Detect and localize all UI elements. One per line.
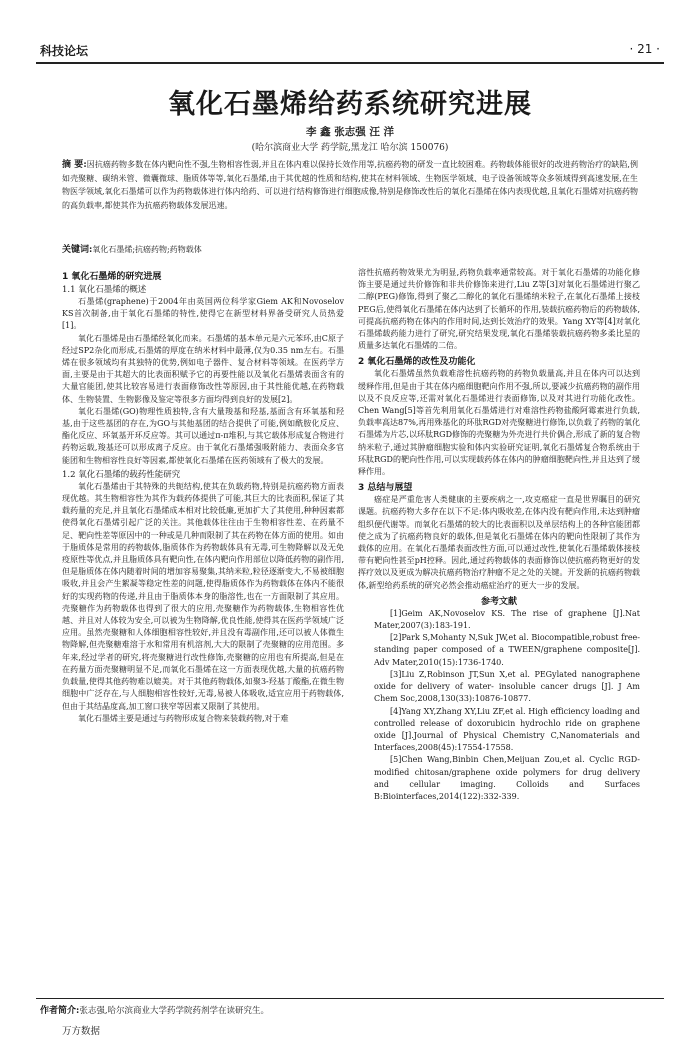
abstract-label: 摘 要: xyxy=(62,160,87,170)
body-columns xyxy=(62,267,640,992)
reference-item: [2]Park S,Mohanty N,Suk JW,et al. Biocompatible,robust free-standing paper composed of a TWEEN/graphene composite[J]. Adv Mater,2010(15):1736-1740. xyxy=(374,633,640,667)
paragraph: 氧化石墨烯是由石墨烯经氧化而来。石墨烯的基本单元是六元苯环,由C原子经过SP2杂化而形成,石墨烯的厚度在纳米材料中最薄,仅为0.35 nm左右。石墨烯在很多领域均有其独特的优势,例如电子器件、复合材料等领域。在医药学方面,主要是由于其超大的比表面积赋予它的再要性能以及氧化石墨烯表面含有的大量官能团,使其比较容易进行表面修饰改性等原因,由于其性能优越,在药物载体、生物装置、生物影像及鉴定等很多方面均得到良好的发展[2]。 xyxy=(62,333,344,404)
keywords-label: 关键词: xyxy=(62,245,93,255)
column-name: 科技论坛 xyxy=(40,44,89,58)
subsection-heading: 1.1 氧化石墨烯的概述 xyxy=(62,285,147,295)
section-heading: 3 总结与展望 xyxy=(358,483,413,494)
paragraph: 癌症是严重危害人类健康的主要疾病之一,攻克癌症一直是世界瞩目的研究课题。抗癌药物大多存在以下不足:体内吸收差,在体内没有靶向作用,未达到肿瘤组织便代谢等。而氧化石墨烯的较大的比表面积以及单层结构上的各种官能团都使之成为了抗癌药物良好的载体,但是氧化石墨烯在体内的靶向性限制了其作为载体的应用。在氧化石墨烯表面改性方面,可以通过改性,使氧化石墨烯载体接枝带有靶向性甚至pH控释。因此,通过药物载体的表面修饰以使抗癌药物更好的发挥疗效以及更成为解决抗癌药物治疗肿瘤不足之处的关键。开发新的抗癌药物载体,新型给药系统的研究必然会推动癌症治疗的更大一步的发展。 xyxy=(358,495,640,590)
affiliation: (哈尔滨商业大学 药学院,黑龙江 哈尔滨 150076) xyxy=(251,143,449,153)
paragraph: 氧化石墨烯(GO)物理性质独特,含有大量羧基和羟基,基面含有环氧基和羟基,由于这些基团的存在,为GO与其他基团的结合提供了可能,例如酰胺化反应、酯化反应、环氧基开环反应等。其可以通过π-π堆积,与其它载体形成复合物进行药物运载,羧基还可以形成离子反应。由于氧化石墨烯强吸附能力、表面众多官能团和生物相容性良好等因素,都使氧化石墨烯在医药领域有了极大的发展。 xyxy=(62,406,344,465)
running-header xyxy=(40,42,660,60)
authors: 李 鑫 张志强 汪 洋 xyxy=(305,126,395,138)
abstract xyxy=(62,158,638,212)
page-number: · 21 · xyxy=(629,42,660,56)
paragraph: 氧化石墨烯由于其特殊的共轭结构,使其在负载药物,特别是抗癌药物方面表现优越。其生物相容性为其作为载药体提供了可能,其巨大的比表面积,保证了其载药量的充足,并且氧化石墨烯成本相对比较低廉,更加扩大了其使用,种种因素都使得氧化石墨烯引起广泛的关注。其他载体往往由于生物相容性差、在药量不足、靶向性差等原因中的一种或是几种而限制了其在药物在体方面的使用。如由于脂质体是常用的药物载体,脂质体作为药物载体具有无毒,可生物降解以及无免疫原性等优点,并且脂质体具有靶向性,在体内靶向作用部位以降低药物的副作用,但是脂质体在体内随着时间的增加容易聚集,其纳米粒,粒径逐渐变大,不易被细胞吸收,并且会产生絮凝等稳定性差的问题,使得脂质体作为药物载体在体内不能很好的实现药物的传递,并且由于脂质体本身的脂溶性,也在一方面限制了其应用。壳聚糖作为药物载体也得到了很大的应用,壳聚糖作为药物载体,生物相容性优越、并且对人体较为安全,可以被为生物降解,优良性能,使得其在医药学领域广泛应用。虽然壳聚糖和人体细胞相容性较好,并且没有毒副作用,还可以被人体微生物降解,但壳聚糖难溶于水和常用有机溶剂,大大的限制了壳聚糖的应用范围。多年来,经过学者的研究,将壳聚糖进行改性修饰,壳聚糖的应用也有所提高,但是在在药量方面壳聚糖明显不足,而氧化石墨烯在这一方面表现优越,大量的抗癌药物负载量,使得其他药物难以媲美。对于其他药物载体,如聚3-羟基丁酸酯,在微生物细胞中广泛存在,与人细胞相容性较好,无毒,易被人体吸收,适宜应用于药物载体,但由于其结晶度高,加工窗口狭窄等因素又限制了其使用。 xyxy=(62,481,344,711)
author-footnote xyxy=(40,1003,269,1016)
footnote-text: 张志强,哈尔滨商业大学药学院药剂学在读研究生。 xyxy=(79,1006,270,1016)
reference-item: [3]Liu Z,Robinson JT,Sun X,et al. PEGylated nanographene oxide for delivery of water- insoluble cancer drugs [J]. J Am Chem Soc,2008,130(33):10876-10877. xyxy=(374,669,640,704)
paragraph: 溶性抗癌药物效果尤为明显,药物负载率通常较高。对于氧化石墨烯的功能化修饰主要是通过共价修饰和非共价修饰来进行,Liu Z等[3]对氧化石墨烯进行聚乙二醇(PEG)修饰,得到了聚乙二醇化的氧化石墨烯纳米粒子,在氧化石墨烯上接枝PEG后,使得氧化石墨烯在体内达到了长循环的作用,装载抗癌药物后的药物载体,可提高抗癌药物在体内的作用时间,达到长效治疗的效果。Yang XY等[4]对氧化石墨烯载药能力进行了研究,研究结果发现,氧化石墨烯装载抗癌药物多柔比星的质量多达氧化石墨烯的二倍。 xyxy=(358,268,640,351)
paragraph: 石墨烯(graphene)于2004年由英国两位科学家Giem AK和Novoselov KS首次制备,由于氧化石墨烯的特性,使得它在新型材料界备受研究人员热爱[1]。 xyxy=(62,297,344,331)
keywords-text: 氧化石墨烯;抗癌药物;药物载体 xyxy=(92,245,202,254)
abstract-text: 因抗癌药物多数在体内靶向性不强,生物相容性弱,并且在体内难以保持长效作用等,抗癌药物的研发一直比较困难。药物载体能很好的改进药物治疗的缺陷,例如壳聚糖、碳纳米管、微囊微球、脂质体等等,氧化石墨烯,由于其优越的性质和结构,使其在材料领域、生物医学领域、电子设备领域等众多领域得到高速发展,在生物医学领域,氧化石墨烯可以作为药物载体进行体内给药、可以进行结构修饰进行细胞成像,特别是修饰改性后的氧化石墨烯在体内表现优越,且氧化石墨烯对抗癌药物的高负载率,都使其作为抗癌药物载体发展迅速。 xyxy=(62,160,638,210)
paragraph: 氧化石墨烯虽然负载难溶性抗癌药物的药物负载量高,并且在体内可以达到缓释作用,但是由于其在体内癌细胞靶向作用不强,所以,要减少抗癌药物的副作用以及不良反应等,还需对氧化石墨烯进行表面修饰,以及对其进行功能化改性。Chen Wang[5]等首先利用氧化石墨烯进行对难溶性药物盐酸阿霉素进行负载,负载率高达87%,再用殊基化的环肽RGD对壳聚糖进行修饰,以负载了药物的氧化石墨烯为片芯,以环肽RGD修饰的壳聚糖为外壳进行共价偶合,形成了新的复合物纳米粒子,通过其肿瘤细胞实验和体内实验研究证明,氧化石墨烯复合物系统由于环肽RGD的靶向性作用,可以实现载药体在体内的肿瘤细胞靶向性,并且达到了缓释作用。 xyxy=(358,369,640,477)
reference-item: [4]Yang XY,Zhang XY,Liu ZF,et al. High efficiency loading and controlled release of doxorubicin hydrochlo ride on graphene oxide [J].Journal of Physical Chemistry C,Nanomaterials and Interfaces,2008(45):17554-17558. xyxy=(374,706,640,753)
section-heading: 2 氧化石墨烯的改性及功能化 xyxy=(358,357,476,368)
header-rule xyxy=(36,62,664,64)
reference-item: [5]Chen Wang,Binbin Chen,Meijuan Zou,et al. Cyclic RGD-modified chitosan/graphene oxide polymers for drug delivery and cellular imaging. Colloids and Surfaces B:Biointerfaces,2014(122):332-339. xyxy=(374,755,640,801)
reference-item: [1]Geim AK,Novoselov KS. The rise of graphene [J].Nat Mater,2007(3):183-191. xyxy=(374,608,640,631)
watermark-text: 万方数据 xyxy=(62,1026,101,1037)
left-column xyxy=(62,267,344,992)
article-title: 氧化石墨烯给药系统研究进展 xyxy=(168,89,532,120)
references-heading: 参考文献 xyxy=(480,596,517,607)
footnote-rule xyxy=(36,998,664,999)
subsection-heading: 1.2 氧化石墨烯的载药性能研究 xyxy=(62,469,181,480)
right-column xyxy=(358,267,640,992)
section-heading: 1 氧化石墨烯的研究进展 xyxy=(62,272,162,282)
paragraph: 氧化石墨烯主要是通过与药物形成复合物来装载药物,对于难 xyxy=(78,713,289,723)
footnote-label: 作者简介: xyxy=(40,1006,80,1016)
keywords xyxy=(62,242,638,255)
